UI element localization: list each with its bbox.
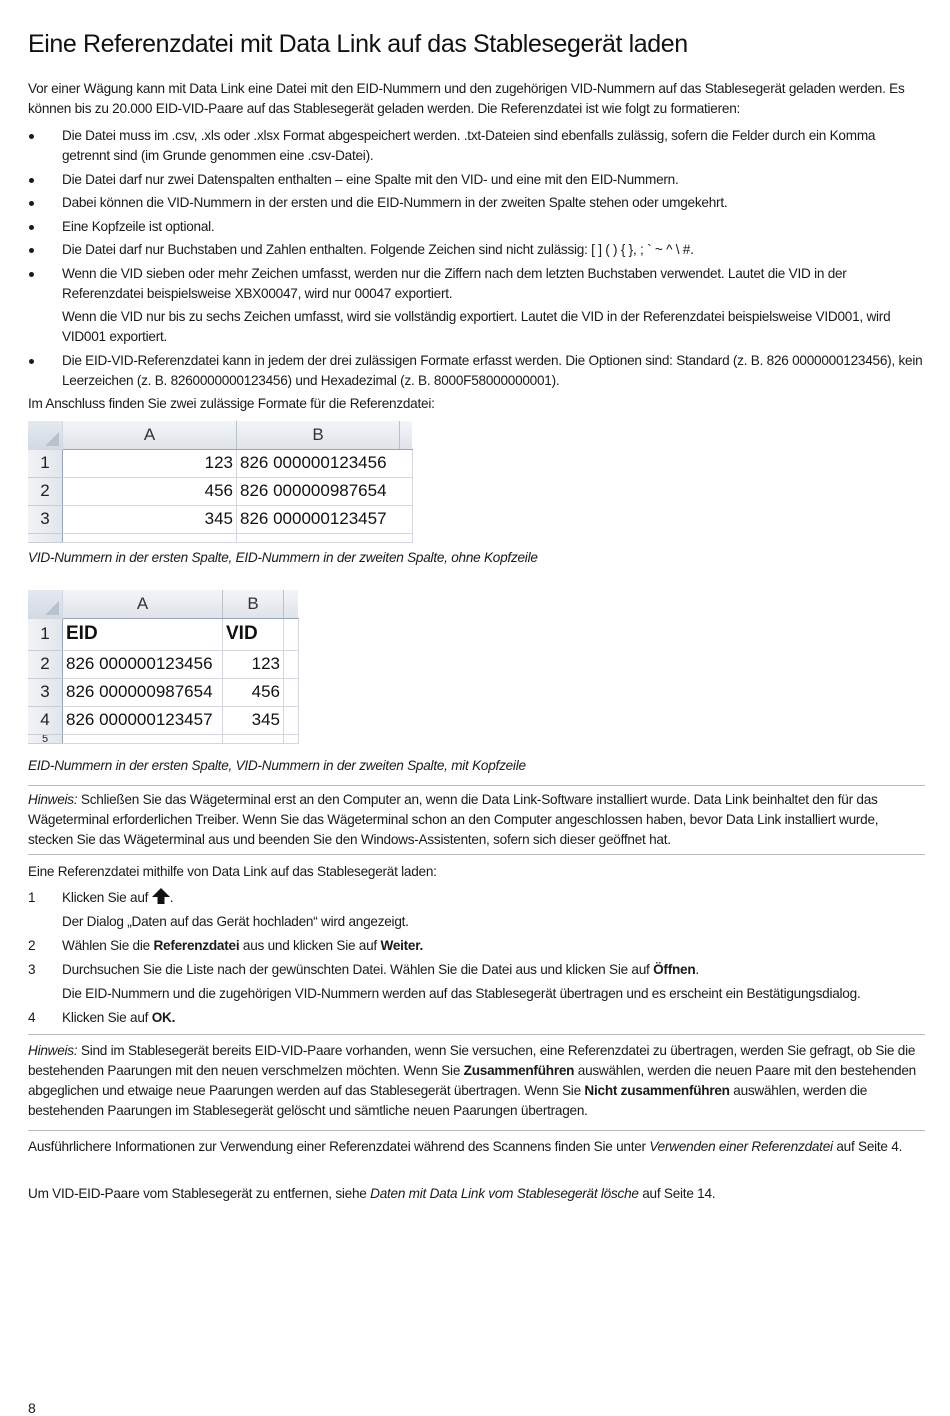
upload-arrow-icon	[152, 888, 170, 904]
cross-reference-link[interactable]: Verwenden einer Referenzdatei	[649, 1139, 833, 1154]
bullet-icon	[29, 248, 34, 253]
note-merge: Hinweis: Sind im Stablesegerät bereits EID-VID-Paare vorhanden, wenn Sie versuchen, eine Referenzdatei zu übertragen, werden Sie gefragt, ob Sie die bestehenden Paarungen mit den neuen verschmelzen möchten. Wenn Sie Zusammenführen auswählen, werden die neuen Paare mit den bestehenden abgeglichen und etwaige neue Paarungen werden auf das Stablesegerät übertragen. Wenn Sie Nicht zusammenführen auswählen, werden die bestehenden Paarungen im Stablesegerät gelöscht und sämtliche neuen Paarungen übertragen.	[28, 1043, 916, 1118]
bullet-icon	[29, 225, 34, 230]
column-header: A	[63, 421, 237, 449]
table-cell: 345	[223, 706, 284, 734]
list-item: Die Datei muss im .csv, .xls oder .xlsx Format abgespeichert werden. .txt-Dateien sind ebenfalls zulässig, sofern die Felder durch ein Komma getrennt sind (im Grunde genommen eine .csv-Datei).	[28, 126, 925, 166]
page-title: Eine Referenzdatei mit Data Link auf das Stablesegerät laden	[28, 30, 688, 58]
note-label: Hinweis:	[28, 792, 78, 807]
list-item: Die EID-VID-Referenzdatei kann in jedem der drei zulässigen Formate erfasst werden. Die Optionen sind: Standard (z. B. 826 0000000123456), kein Leerzeichen (z. B. 8260000000123456) und Hexadezimal (z. B. 8000F58000000001).	[28, 351, 925, 391]
row-header: 2	[28, 650, 63, 678]
cross-reference-link[interactable]: Daten mit Data Link vom Stablesegerät lösche	[370, 1186, 639, 1201]
row-header: 4	[28, 706, 63, 734]
step-number: 4	[28, 1010, 36, 1025]
column-header: A	[63, 590, 223, 618]
steps-list	[28, 888, 925, 1032]
format-requirements-list	[28, 126, 925, 394]
further-info-paragraph: Ausführlichere Informationen zur Verwendung einer Referenzdatei während des Scannens finden Sie unter Verwenden einer Referenzdatei auf Seite 4.	[28, 1139, 903, 1154]
table-cell: 826 000000123456	[237, 449, 413, 477]
bullet-icon	[29, 201, 34, 206]
row-header: 3	[28, 505, 63, 533]
table-row	[28, 618, 298, 650]
column-header	[284, 590, 299, 618]
step-item: 2 Wählen Sie die Referenzdatei aus und klicken Sie auf Weiter.	[28, 936, 925, 956]
figure-caption: EID-Nummern in der ersten Spalte, VID-Nummern in der zweiten Spalte, mit Kopfzeile	[28, 758, 526, 773]
table-row	[28, 477, 412, 505]
list-item: Die Datei darf nur Buchstaben und Zahlen enthalten. Folgende Zeichen sind nicht zulässig: [ ] ( ) { }, ; ` ~ ^ \ #.	[28, 240, 925, 260]
table-cell: 456	[223, 678, 284, 706]
column-header: B	[223, 590, 284, 618]
row-header: 1	[28, 618, 63, 650]
table-cell: 826 000000123456	[63, 650, 223, 678]
ui-term: OK.	[151, 1010, 176, 1025]
row-header: 5	[28, 734, 63, 743]
column-header: B	[237, 421, 400, 449]
bullet-icon	[29, 272, 34, 277]
divider	[28, 1130, 925, 1131]
table-cell: 826 000000123457	[237, 505, 413, 533]
intro-paragraph: Vor einer Wägung kann mit Data Link eine Datei mit den EID-Nummern und den zugehörigen VID-Nummern auf das Stablesegerät geladen werden. Es können bis zu 20.000 EID-VID-Paare auf das Stablesegerät geladen werden. Die Referenzdatei ist wie folgt zu formatieren:	[28, 81, 905, 116]
table-cell: 826 000000987654	[63, 678, 223, 706]
formats-intro: Im Anschluss finden Sie zwei zulässige Formate für die Referenzdatei:	[28, 396, 435, 411]
spreadsheet-example-with-header	[28, 590, 299, 744]
step-result: Der Dialog „Daten auf das Gerät hochladen“ wird angezeigt.	[62, 914, 409, 929]
list-item-subtext: Wenn die VID nur bis zu sechs Zeichen umfasst, wird sie vollständig exportiert. Lautet die VID in der Referenzdatei beispielsweise VID001, wird VID001 exportiert.	[62, 308, 891, 344]
remove-pairs-paragraph: Um VID-EID-Paare vom Stablesegerät zu entfernen, siehe Daten mit Data Link vom Stablesegerät lösche auf Seite 14.	[28, 1186, 716, 1201]
select-all-corner	[28, 421, 63, 449]
table-cell: EID	[63, 618, 223, 650]
row-header: 2	[28, 477, 63, 505]
figure-caption: VID-Nummern in der ersten Spalte, EID-Nummern in der zweiten Spalte, ohne Kopfzeile	[28, 550, 538, 565]
step-number: 2	[28, 938, 36, 953]
step-number: 3	[28, 962, 36, 977]
divider	[28, 854, 925, 855]
steps-heading: Eine Referenzdatei mithilfe von Data Link auf das Stablesegerät laden:	[28, 864, 437, 879]
list-item: Wenn die VID sieben oder mehr Zeichen umfasst, werden nur die Ziffern nach dem letzten Buchstaben verwendet. Lautet die VID in der Referenzdatei beispielsweise XBX00047, wird nur 00047 exportiert. Wenn die VID nur bis zu sechs Zeichen umfasst, wird sie vollständig exportiert. Lautet die VID in der Referenzdatei beispielsweise VID001, wird VID001 exportiert.	[28, 264, 925, 347]
table-row	[28, 706, 298, 734]
table-row	[28, 734, 298, 743]
bullet-icon	[29, 134, 34, 139]
row-header: 1	[28, 449, 63, 477]
table-row	[28, 650, 298, 678]
ui-term: Öffnen	[653, 962, 696, 977]
note-label: Hinweis:	[28, 1043, 78, 1058]
ui-term: Weiter.	[380, 938, 424, 953]
step-item: 4 Klicken Sie auf OK.	[28, 1008, 925, 1028]
bullet-icon	[29, 359, 34, 364]
list-item: Dabei können die VID-Nummern in der ersten und die EID-Nummern in der zweiten Spalte stehen oder umgekehrt.	[28, 193, 925, 213]
step-result: Die EID-Nummern und die zugehörigen VID-Nummern werden auf das Stablesegerät übertragen und es erscheint ein Bestätigungsdialog.	[62, 986, 861, 1001]
table-row	[28, 533, 412, 542]
note-driver: Hinweis: Schließen Sie das Wägeterminal erst an den Computer an, wenn die Data Link-Software installiert wurde. Data Link beinhaltet den für das Wägeterminal erforderlichen Treiber. Wenn Sie das Wägeterminal schon an den Computer angeschlossen haben, bevor Data Link installiert wurde, stecken Sie das Wägeterminal aus und beenden Sie den Windows-Assistenten, sofern sich dieser geöffnet hat.	[28, 792, 879, 847]
table-cell: 123	[63, 449, 237, 477]
column-header	[400, 421, 413, 449]
table-cell: 826 000000987654	[237, 477, 413, 505]
table-row	[28, 678, 298, 706]
table-cell: 345	[63, 505, 237, 533]
spreadsheet-example-no-header	[28, 421, 413, 543]
table-row	[28, 505, 412, 533]
table-row	[28, 449, 412, 477]
step-number: 1	[28, 890, 36, 905]
divider	[28, 785, 925, 786]
table-cell: 826 000000123457	[63, 706, 223, 734]
ui-term: Referenzdatei	[153, 938, 240, 953]
step-item: 3 Durchsuchen Sie die Liste nach der gewünschten Datei. Wählen Sie die Datei aus und klicken Sie auf Öffnen. Die EID-Nummern und die zugehörigen VID-Nummern werden auf das Stablesegerät übertragen und es erscheint ein Bestätigungsdialog.	[28, 960, 925, 1004]
table-cell: 123	[223, 650, 284, 678]
bullet-icon	[29, 178, 34, 183]
table-cell: VID	[223, 618, 284, 650]
divider	[28, 1034, 925, 1035]
step-item: 1 Klicken Sie auf . Der Dialog „Daten auf das Gerät hochladen“ wird angezeigt.	[28, 888, 925, 932]
table-cell: 456	[63, 477, 237, 505]
select-all-corner	[28, 590, 63, 618]
list-item: Eine Kopfzeile ist optional.	[28, 217, 925, 237]
row-header: 3	[28, 678, 63, 706]
page-number: 8	[28, 1400, 36, 1416]
list-item: Die Datei darf nur zwei Datenspalten enthalten – eine Spalte mit den VID- und eine mit den EID-Nummern.	[28, 170, 925, 190]
